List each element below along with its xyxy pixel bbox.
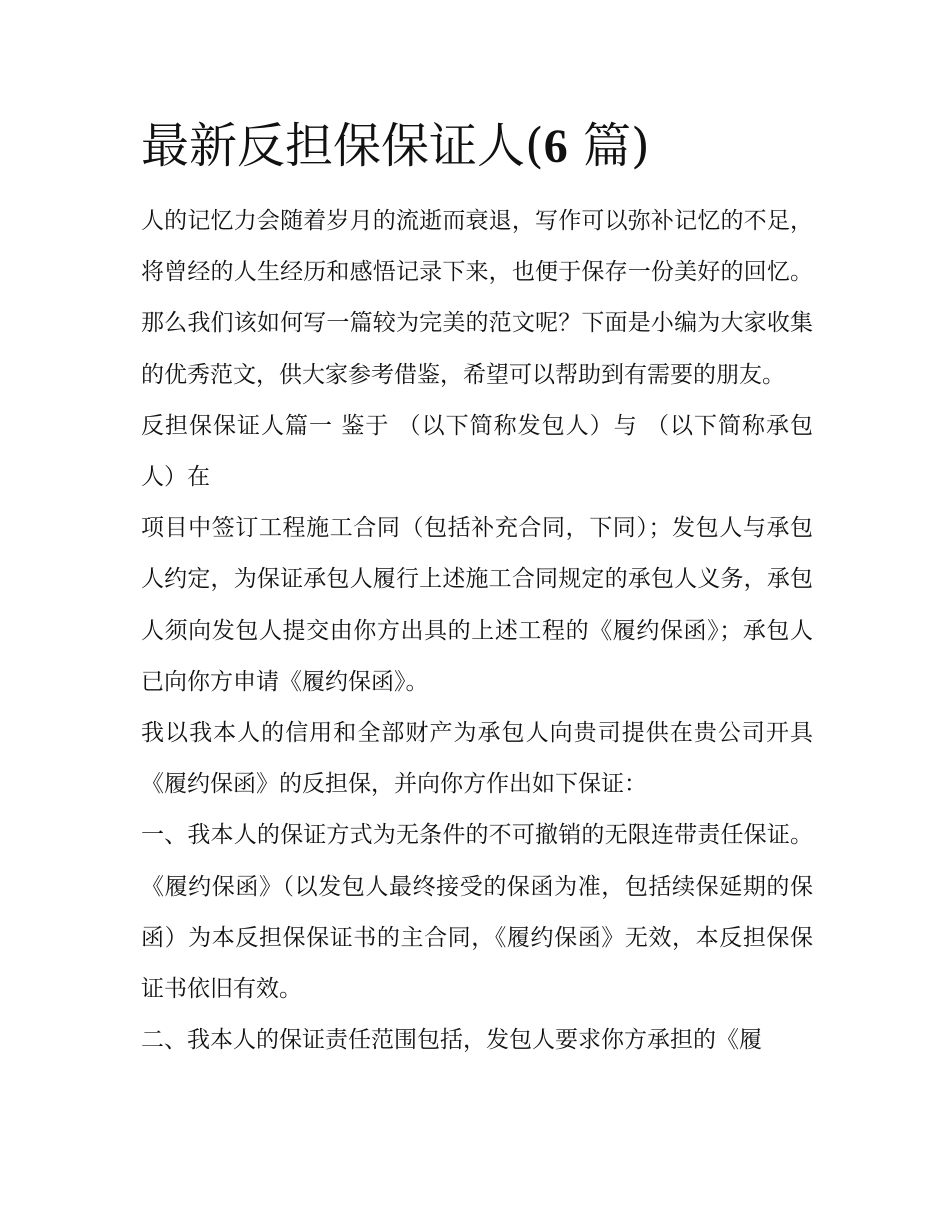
title-main: 最新反担保保证人( <box>141 118 544 174</box>
title-number: 6 <box>543 120 568 173</box>
paragraph-guarantee-statement: 我以我本人的信用和全部财产为承包人向贵司提供在贵公司开具《履约保函》的反担保，并向你方作出如下保证： <box>141 720 813 798</box>
paragraph-clause-one: 一、我本人的保证方式为无条件的不可撤销的无限连带责任保证。《履约保函》（以发包人最终接受的保函为准，包括续保延期的保函）为本反担保保证书的主合同，《履约保函》无效，本反担保保证书依旧有效。 <box>141 822 813 1003</box>
paragraph-section-one-heading: 反担保保证人篇一 鉴于 （以下简称发包人）与 （以下简称承包人）在 <box>141 412 813 491</box>
paragraph-intro: 人的记忆力会随着岁月的流逝而衰退，写作可以弥补记忆的不足，将曾经的人生经历和感悟记录下来，也便于保存一份美好的回忆。那么我们该如何写一篇较为完美的范文呢？下面是小编为大家收集的优秀范文，供大家参考借鉴，希望可以帮助到有需要的朋友。 <box>141 208 813 388</box>
paragraph-clause-two: 二、我本人的保证责任范围包括，发包人要求你方承担的《履 <box>141 1027 762 1054</box>
document-body <box>141 196 813 1066</box>
paragraph-project-contract: 项目中签订工程施工合同（包括补充合同，下同）；发包人与承包人约定，为保证承包人履行上述施工合同规定的承包人义务，承包人须向发包人提交由你方出具的上述工程的《履约保函》；承包人已向你方申请《履约保函》。 <box>141 515 813 695</box>
title-end: 篇) <box>567 118 650 174</box>
document-title <box>141 114 841 179</box>
